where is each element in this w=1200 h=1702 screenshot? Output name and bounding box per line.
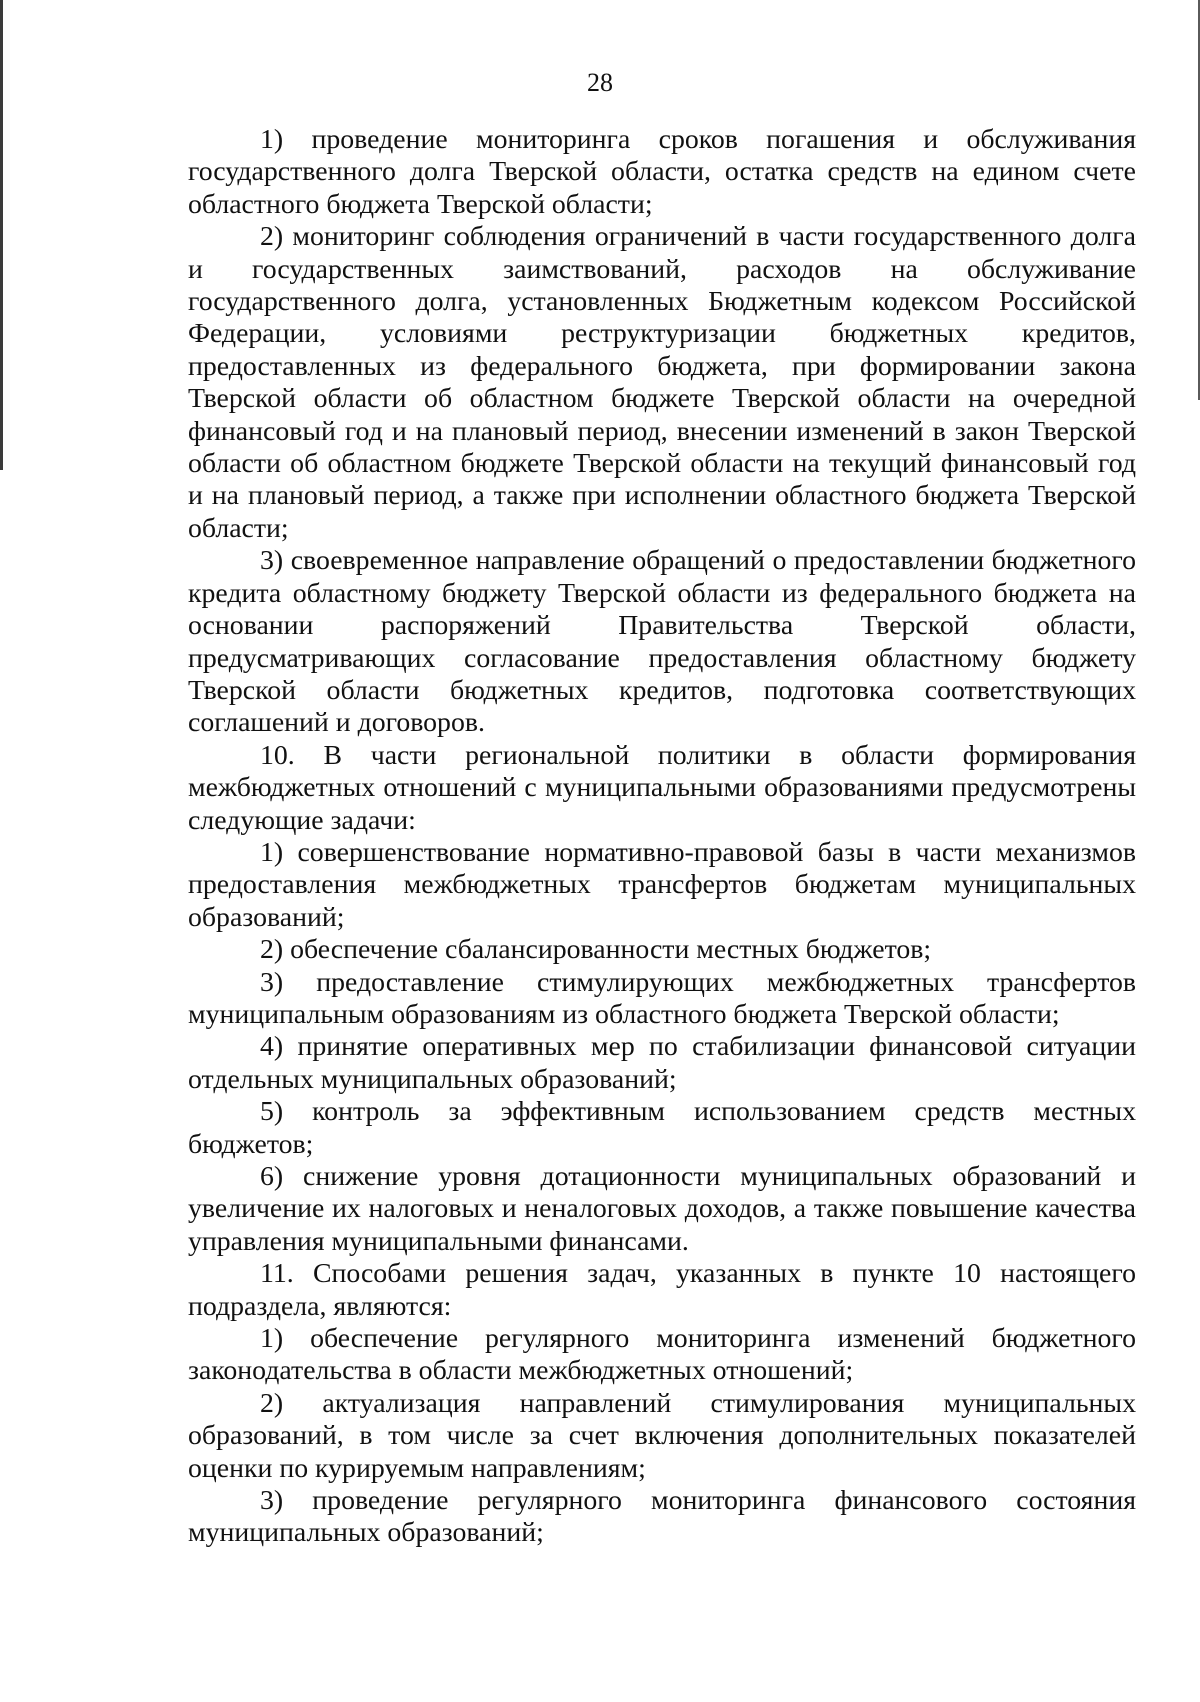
paragraph-method-3: 3) проведение регулярного мониторинга финансового состояния муниципальных образований;: [188, 1485, 1136, 1549]
paragraph-task-2: 2) обеспечение сбалансированности местных бюджетов;: [260, 934, 932, 966]
paragraph-task-1: 1) совершенствование нормативно-правовой базы в части механизмов предоставления межбюджетных трансфертов бюджетам муниципальных образований;: [188, 836, 1136, 933]
paragraph-task-5: 5) контроль за эффективным использованием средств местных бюджетов;: [188, 1096, 1136, 1160]
paragraph-method-1: 1) обеспечение регулярного мониторинга изменений бюджетного законодательства в области межбюджетных отношений;: [188, 1323, 1136, 1387]
paragraph-item-1-monitoring-debt: 1) проведение мониторинга сроков погашения и обслуживания государственного долга Тверской области, остатка средств на едином счете областного бюджета Тверской области;: [188, 124, 1136, 220]
document-body: [188, 124, 1136, 1550]
page-number: 28: [587, 68, 613, 97]
paragraph-method-2: 2) актуализация направлений стимулирования муниципальных образований, в том числе за счет включения дополнительных показателей оценки по курируемым направлениям;: [188, 1387, 1136, 1484]
paragraph-section-10: 10. В части региональной политики в области формирования межбюджетных отношений с муниципальными образованиями предусмотрены следующие задачи:: [188, 739, 1136, 836]
paragraph-item-3-budget-credit: 3) своевременное направление обращений о предоставлении бюджетного кредита областному бюджету Тверской области из федерального бюджета на основании распоряжений Правительства Тверской области, предусматривающих согласование предоставления областному бюджету Тверской области бюджетных кредитов, подготовка соответствующих соглашений и договоров.: [188, 545, 1136, 739]
paragraph-task-6: 6) снижение уровня дотационности муниципальных образований и увеличение их налоговых и неналоговых доходов, а также повышение качества управления муниципальными финансами.: [188, 1161, 1136, 1257]
paragraph-item-2-monitoring-limits: 2) мониторинг соблюдения ограничений в части государственного долга и государственных заимствований, расходов на обслуживание государственного долга, установленных Бюджетным кодексом Российской Федерации, условиями реструктуризации бюджетных кредитов, предоставленных из федерального бюджета, при формировании закона Тверской области об областном бюджете Тверской области на очередной финансовый год и на плановый период, внесении изменений в закон Тверской области об областном бюджете Тверской области на текущий финансовый год и на плановый период, а также при исполнении областного бюджета Тверской области;: [188, 221, 1136, 544]
paragraph-task-4: 4) принятие оперативных мер по стабилизации финансовой ситуации отдельных муниципальных образований;: [188, 1031, 1136, 1095]
paragraph-task-3: 3) предоставление стимулирующих межбюджетных трансфертов муниципальным образованиям из областного бюджета Тверской области;: [188, 966, 1136, 1030]
paragraph-section-11: 11. Способами решения задач, указанных в пункте 10 настоящего подраздела, являются:: [188, 1258, 1136, 1322]
